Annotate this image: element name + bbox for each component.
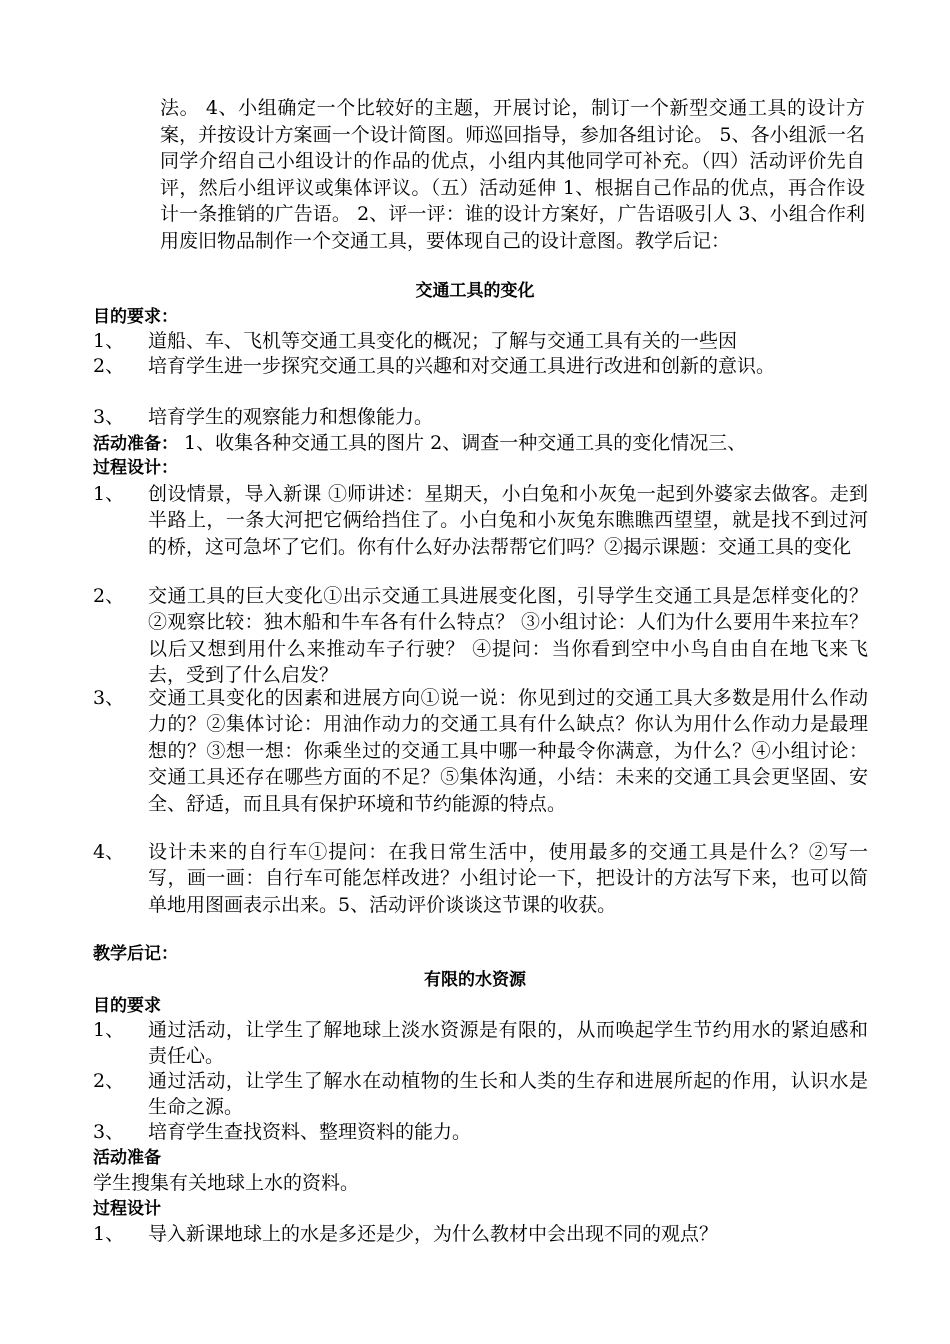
list-item (93, 583, 868, 689)
list-number: 2、 (93, 1070, 125, 1092)
list-item (93, 353, 868, 379)
list-number: 2、 (93, 585, 125, 607)
prep-text: 1、收集各种交通工具的图片 2、调查一种交通工具的变化情况三、 (178, 432, 747, 454)
process-heading: 过程设计： (93, 458, 178, 478)
prep-heading: 活动准备： (93, 434, 178, 454)
list-item (93, 839, 868, 918)
list-number: 4、 (93, 841, 125, 863)
list-text: 设计未来的自行车①提问：在我日常生活中，使用最多的交通工具是什么？②写一写，画一画：自行车可能怎样改进？小组讨论一下，把设计的方法写下来，也可以简单地用图画表示出来。5、活动评价谈谈这节课的收获。 (148, 841, 868, 916)
list-number: 2、 (93, 355, 125, 377)
list-number: 3、 (93, 406, 125, 428)
section-title: 交通工具的变化 (415, 281, 535, 301)
prep-text: 学生搜集有关地球上水的资料。 (93, 1172, 360, 1194)
list-text: 培育学生进一步探究交通工具的兴趣和对交通工具进行改进和创新的意识。 (148, 355, 776, 377)
list-item (93, 1068, 868, 1121)
notes-heading: 教学后记： (93, 944, 178, 964)
process-heading: 过程设计 (93, 1199, 161, 1219)
list-item (93, 481, 868, 560)
list-item (93, 685, 868, 817)
list-text: 道船、车、飞机等交通工具变化的概况；了解与交通工具有关的一些因 (148, 330, 738, 352)
list-text: 创设情景，导入新课 ①师讲述：星期天，小白兔和小灰兔一起到外婆家去做客。走到半路上，一条大河把它俩给挡住了。小白兔和小灰兔东瞧瞧西望望，就是找不到过河的桥，这可急坏了它们。你有什么好办法帮帮它们吗？②揭示课题：交通工具的变化 (148, 483, 868, 558)
list-item (93, 1221, 868, 1247)
list-number: 1、 (93, 330, 125, 352)
list-text: 交通工具的巨大变化①出示交通工具进展变化图，引导学生交通工具是怎样变化的？ ②观察比较：独木船和牛车各有什么特点？ ③小组讨论：人们为什么要用牛来拉车？以后又想到用什么来推动车子行驶？ ④提问：当你看到空中小鸟自由自在地飞来飞去，受到了什么启发？ (148, 585, 868, 687)
list-number: 3、 (93, 1121, 125, 1143)
goals-heading: 目的要求： (93, 307, 178, 327)
continuation-paragraph: 法。 4、小组确定一个比较好的主题，开展讨论，制订一个新型交通工具的设计方案，并按设计方案画一个设计简图。师巡回指导，参加各组讨论。 5、各小组派一名同学介绍自己小组设计的作品的优点，小组内其他同学可补充。（四）活动评价先自评，然后小组评议或集体评议。（五）活动延伸 1、根据自己作品的优点，再合作设计一条推销的广告语。 2、评一评：谁的设计方案好，广告语吸引人 3、小组合作利用废旧物品制作一个交通工具，要体现自己的设计意图。教学后记： (160, 97, 865, 252)
prep-heading: 活动准备 (93, 1148, 161, 1168)
list-number: 1、 (93, 1223, 125, 1245)
section-title: 有限的水资源 (424, 970, 526, 990)
list-text: 培育学生查找资料、整理资料的能力。 (148, 1121, 472, 1143)
list-item (93, 328, 868, 354)
list-item (93, 1017, 868, 1070)
list-text: 培育学生的观察能力和想像能力。 (148, 406, 434, 428)
list-text: 交通工具变化的因素和进展方向①说一说：你见到过的交通工具大多数是用什么作动力的？②集体讨论：用油作动力的交通工具有什么缺点？你认为用什么作动力是最理想的？③想一想：你乘坐过的交通工具中哪一种最令你满意，为什么？④小组讨论：交通工具还存在哪些方面的不足？⑤集体沟通，小结：未来的交通工具会更坚固、安全、舒适，而且具有保护环境和节约能源的特点。 (148, 687, 868, 815)
list-item (93, 404, 868, 430)
list-number: 1、 (93, 483, 125, 505)
list-text: 导入新课地球上的水是多还是少，为什么教材中会出现不同的观点？ (148, 1223, 719, 1245)
prep-line (93, 430, 746, 457)
goals-heading: 目的要求 (93, 996, 161, 1016)
list-text: 通过活动，让学生了解地球上淡水资源是有限的，从而唤起学生节约用水的紧迫感和责任心。 (148, 1019, 868, 1068)
list-item (93, 1119, 868, 1145)
list-text: 通过活动，让学生了解水在动植物的生长和人类的生存和进展所起的作用，认识水是生命之源。 (148, 1070, 868, 1119)
list-number: 3、 (93, 687, 125, 709)
list-number: 1、 (93, 1019, 125, 1041)
